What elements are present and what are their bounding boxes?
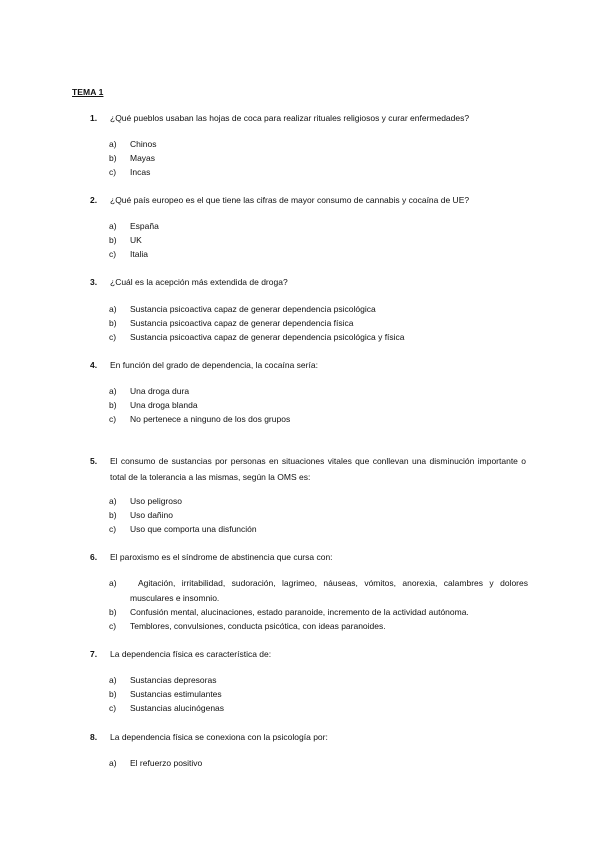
question-number: 2. [90,195,98,205]
option-text: Incas [130,167,151,177]
option-text: Italia [130,249,148,259]
question-text: ¿Qué pueblos usaban las hojas de coca para realizar rituales religiosos y curar enfermedades? [110,113,470,123]
question-5 [90,453,530,487]
question-number: 7. [90,649,98,659]
option-text: España [130,221,159,231]
option-letter: a) [109,386,117,396]
question-text: La dependencia física es característica de: [110,649,272,659]
option-text: Una droga dura [130,386,190,396]
option-letter: a) [109,496,117,506]
question-number: 6. [90,552,98,562]
question-number: 8. [90,732,98,742]
option-text: Uso que comporta una disfunción [130,524,257,534]
option-text: Sustancias estimulantes [130,689,222,699]
question-text: El consumo de sustancias por personas en situaciones vitales que conllevan una disminución importante o total de la tolerancia a las mismas, según la OMS es: [110,456,526,482]
option-letter: b) [109,318,117,328]
option-text: Uso dañino [130,510,174,520]
option-text: El refuerzo positivo [130,758,203,768]
option-text: Mayas [130,153,156,163]
option-text: Sustancia psicoactiva capaz de generar dependencia física [130,318,354,328]
option-letter: b) [109,607,117,617]
question-number: 3. [90,277,98,287]
option-letter: c) [109,249,117,259]
option-letter: a) [109,221,117,231]
question-text: ¿Qué país europeo es el que tiene las cifras de mayor consumo de cannabis y cocaína de UE? [110,195,470,205]
option-text: Una droga blanda [130,400,198,410]
option-letter: b) [109,400,117,410]
option-letter: b) [109,510,117,520]
question-text: El paroxismo es el síndrome de abstinencia que cursa con: [110,552,333,562]
option-text: Temblores, convulsiones, conducta psicótica, con ideas paranoides. [130,621,386,631]
option-letter: b) [109,689,117,699]
option-text: Sustancias depresoras [130,675,217,685]
question-text: En función del grado de dependencia, la cocaína sería: [110,360,318,370]
option-text: Sustancia psicoactiva capaz de generar dependencia psicológica [130,304,376,314]
option-text: Uso peligroso [130,496,182,506]
question-text: La dependencia física se conexiona con la psicología por: [110,732,328,742]
question-number: 5. [90,456,98,466]
option-text: No pertenece a ninguno de los dos grupos [130,414,291,424]
option-letter: b) [109,153,117,163]
option-letter: a) [109,304,117,314]
question-number: 4. [90,360,98,370]
option-letter: c) [109,332,117,342]
option-text: Chinos [130,139,157,149]
document-title: TEMA 1 [72,87,104,97]
option-letter: c) [109,414,117,424]
question-text: ¿Cuál es la acepción más extendida de droga? [110,277,288,287]
option-text: Sustancia psicoactiva capaz de generar dependencia psicológica y física [130,332,405,342]
option-letter: b) [109,235,117,245]
option-text: Confusión mental, alucinaciones, estado paranoide, incremento de la actividad autónoma. [130,607,469,617]
option-letter: a) [109,139,117,149]
option-text: UK [130,235,142,245]
option-letter: c) [109,703,117,713]
option-letter: a) [109,578,117,588]
option-letter: c) [109,621,117,631]
option-letter: c) [109,167,117,177]
option-text: Sustancias alucinógenas [130,703,225,713]
option-letter: a) [109,758,117,768]
option-text: Agitación, irritabilidad, sudoración, lagrimeo, náuseas, vómitos, anorexia, calambres y dolores musculares e insomnio. [130,578,528,603]
option-letter: c) [109,524,117,534]
option-letter: a) [109,675,117,685]
question-number: 1. [90,113,98,123]
